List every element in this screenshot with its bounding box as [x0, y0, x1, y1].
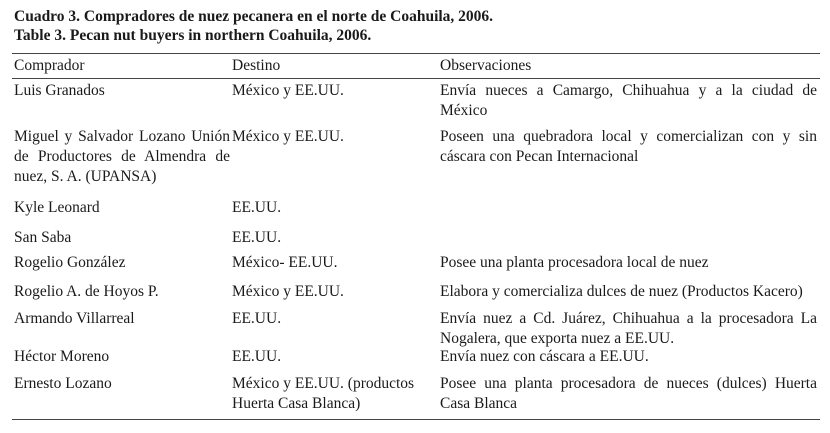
cell-destino: México- EE.UU. [232, 254, 338, 271]
cell-comprador: San Saba [14, 229, 72, 246]
cell-comprador: Miguel y Salvador Lozano Unión de Productores de Almendra de nuez, S. A. (UPANSA) [14, 128, 230, 185]
cell-comprador: Luis Granados [14, 82, 105, 99]
cell-observaciones: Envía nuez a Cd. Juárez, Chihuahua a la procesadora La Nogalera, que exporta nuez a EE.UU. [440, 310, 817, 347]
header-comprador: Comprador [14, 57, 85, 74]
cell-destino: México y EE.UU. [232, 128, 344, 145]
cell-comprador: Rogelio González [14, 254, 126, 271]
header-destino: Destino [232, 57, 281, 74]
cell-observaciones: Envía nueces a Camargo, Chihuahua y a la ciudad de México [440, 82, 817, 119]
cell-destino: México y EE.UU. [232, 283, 344, 300]
table-caption-english: Table 3. Pecan nut buyers in northern Coahuila, 2006. [14, 27, 372, 44]
cell-comprador: Héctor Moreno [14, 348, 110, 365]
cell-comprador: Kyle Leonard [14, 199, 100, 216]
header-rule [12, 78, 820, 79]
cell-destino: EE.UU. [232, 199, 282, 216]
cell-destino: EE.UU. [232, 310, 282, 327]
bottom-rule [12, 419, 820, 420]
cell-destino: EE.UU. [232, 229, 282, 246]
table-caption-spanish: Cuadro 3. Compradores de nuez pecanera en el norte de Coahuila, 2006. [14, 8, 494, 25]
cell-observaciones: Elabora y comercializa dulces de nuez (Productos Kacero) [440, 283, 803, 300]
cell-observaciones: Posee una planta procesadora de nueces (dulces) Huerta Casa Blanca [440, 375, 817, 412]
cell-destino: México y EE.UU. (productos Huerta Casa Blanca) [232, 375, 415, 412]
cell-comprador: Armando Villarreal [14, 310, 135, 327]
cell-observaciones: Poseen una quebradora local y comercializan con y sin cáscara con Pecan Internacional [440, 128, 817, 165]
top-rule [12, 53, 820, 54]
cell-observaciones: Posee una planta procesadora local de nuez [440, 254, 709, 271]
cell-observaciones: Envía nuez con cáscara a EE.UU. [440, 348, 649, 365]
header-observaciones: Observaciones [440, 57, 532, 74]
cell-comprador: Ernesto Lozano [14, 375, 112, 392]
cell-comprador: Rogelio A. de Hoyos P. [14, 283, 159, 300]
cell-destino: México y EE.UU. [232, 82, 344, 99]
cell-destino: EE.UU. [232, 348, 282, 365]
